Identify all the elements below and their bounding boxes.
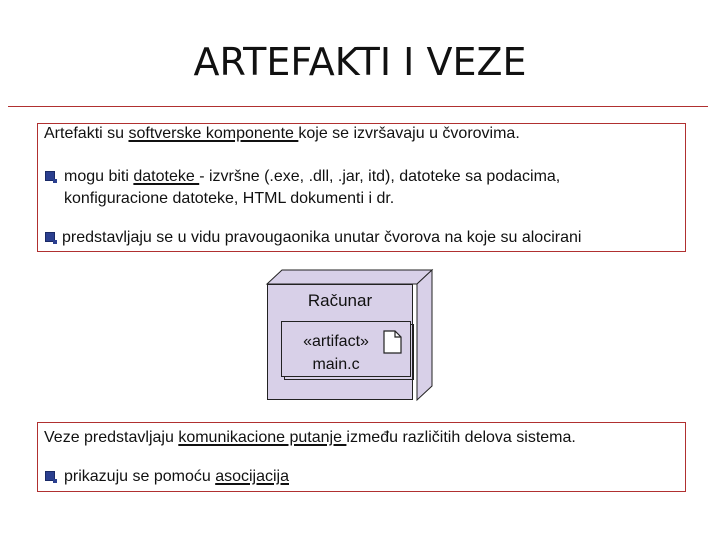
- title-divider: [8, 106, 708, 107]
- artifacts-bullet-1-line2: konfiguracione datoteke, HTML dokumenti i dr.: [64, 190, 395, 207]
- artifacts-intro: [44, 124, 520, 144]
- connections-bullet-prefix: prikazuju se pomoću: [64, 468, 216, 485]
- document-icon: [383, 330, 403, 354]
- bullet-icon: [45, 471, 55, 481]
- bullet-1-term: datoteke: [133, 168, 200, 185]
- bullet-icon: [45, 171, 55, 181]
- connections-bullet-term: asocijacija: [215, 468, 289, 485]
- artifacts-bullet-1: [64, 167, 560, 187]
- connections-intro-prefix: Veze predstavljaju: [44, 429, 179, 446]
- artifact-stereotype: «artifact»: [303, 333, 369, 350]
- artifacts-intro-term: softverske komponente: [128, 125, 299, 142]
- connections-intro-suffix: između različitih delova sistema.: [346, 429, 576, 446]
- artifact-name: main.c: [312, 356, 360, 373]
- artifacts-bullet-2: predstavljaju se u vidu pravougaonika unutar čvorova na koje su alocirani: [62, 229, 582, 246]
- slide-title: ARTEFAKTI I VEZE: [193, 40, 527, 84]
- node-label: Računar: [307, 291, 373, 310]
- connections-intro-term: komunikacione putanje: [178, 429, 347, 446]
- bullet-1-suffix: - izvršne (.exe, .dll, .jar, itd), datoteke sa podacima,: [199, 168, 561, 185]
- connections-intro: [44, 428, 576, 448]
- bullet-icon: [45, 232, 55, 242]
- artifacts-intro-suffix: koje se izvršavaju u čvorovima.: [298, 125, 520, 142]
- bullet-1-prefix: mogu biti: [64, 168, 134, 185]
- artifacts-intro-prefix: Artefakti su: [44, 125, 129, 142]
- connections-bullet-1: [64, 467, 289, 487]
